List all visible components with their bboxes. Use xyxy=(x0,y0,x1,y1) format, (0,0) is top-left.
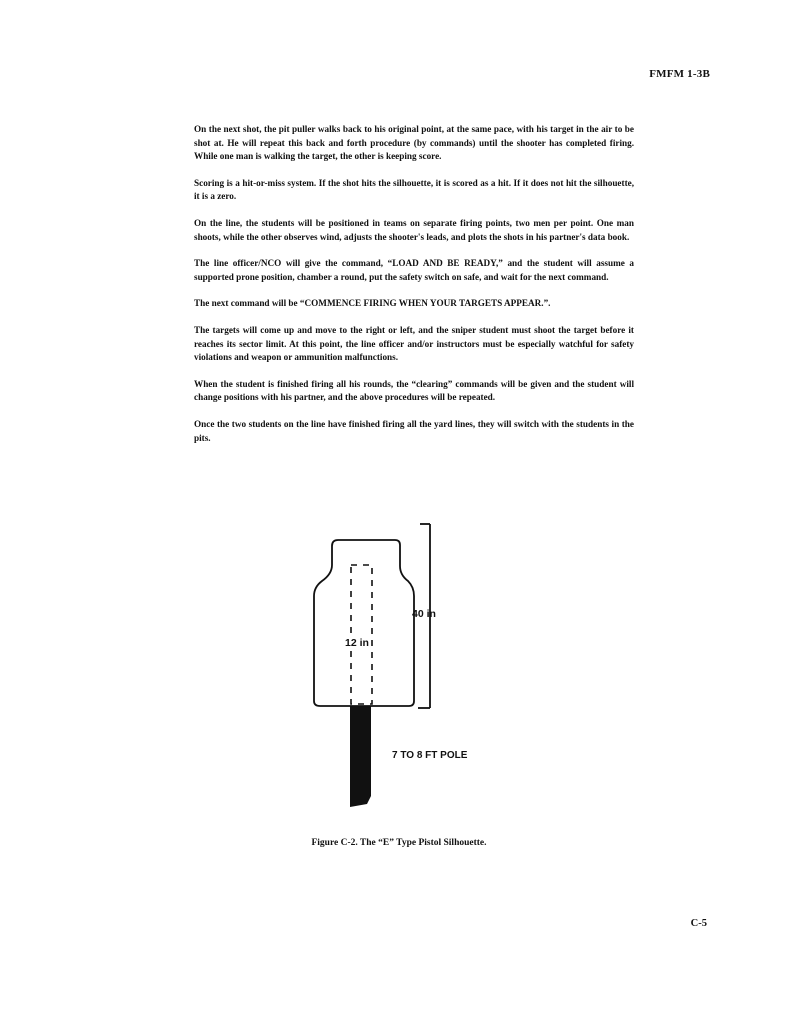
page-number: C-5 xyxy=(690,918,707,929)
paragraph-targets-move: The targets will come up and move to the right or left, and the sniper student must shoot the target before it reaches its sector limit. At this point, the line officer and/or instructors must be especially watchful for safety violations and weapon or ammunition malfunctions. xyxy=(194,324,634,363)
body-text xyxy=(194,123,634,458)
paragraph-commence-firing: The next command will be “COMMENCE FIRING WHEN YOUR TARGETS APPEAR.”. xyxy=(194,298,551,309)
paragraph-scoring: Scoring is a hit-or-miss system. If the shot hits the silhouette, it is scored as a hit. If it does not hit the silhouette, it is a zero. xyxy=(194,177,634,202)
paragraph-pit-puller: On the next shot, the pit puller walks back to his original point, at the same pace, with his target in the air to be shot at. He will repeat this back and forth procedure (by commands) until the shooter has completed firing. While one man is walking the target, the other is keeping score. xyxy=(194,124,634,162)
scoring-zone-dashed xyxy=(351,565,372,704)
figure-caption: Figure C-2. The “E” Type Pistol Silhouette. xyxy=(311,838,487,848)
paragraph-clearing: When the student is finished firing all his rounds, the “clearing” commands will be given and the student will change positions with his partner, and the above procedures will be repeated. xyxy=(194,378,634,403)
paragraph-load-command: The line officer/NCO will give the command, “LOAD AND BE READY,” and the student will assume a supported prone position, chamber a round, put the safety switch on safe, and wait for the next command. xyxy=(194,258,634,282)
paragraph-switch-pits: Once the two students on the line have finished firing all the yard lines, they will switch with the students in the pits. xyxy=(194,418,634,443)
width-dimension-label: 12 in xyxy=(345,637,369,649)
target-pole xyxy=(350,706,371,807)
height-dimension-label: 40 in xyxy=(412,608,436,620)
pole-label: 7 TO 8 FT POLE xyxy=(392,750,468,761)
silhouette-figure xyxy=(290,518,530,818)
paragraph-teams: On the line, the students will be positioned in teams on separate firing points, two men per point. One man shoots, while the other observes wind, adjusts the shooter's leads, and plots the shots in his partner's data book. xyxy=(194,217,634,242)
document-id-header: FMFM 1-3B xyxy=(649,68,710,80)
silhouette-diagram xyxy=(290,518,530,818)
